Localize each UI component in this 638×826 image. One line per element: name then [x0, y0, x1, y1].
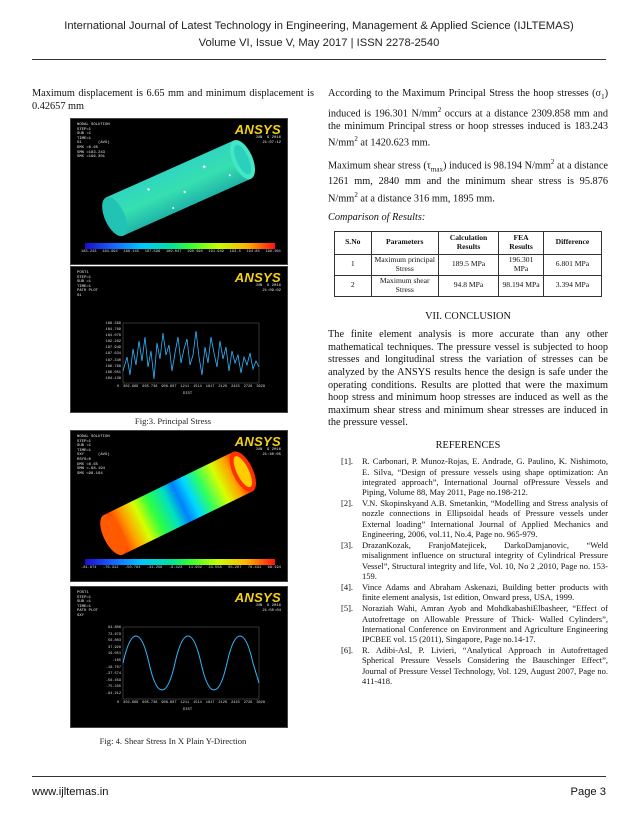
ansys-panel-principal-path [70, 266, 288, 413]
y-tick-label: 182.262 [105, 340, 121, 345]
table-cell: 1 [335, 254, 372, 275]
legend-label: 76.431 [247, 566, 262, 570]
text-run: occurs at a distance 2309.858 mm and the minimum Principal stress or hoop stresses induced is 183.243 N/mm [328, 108, 608, 149]
panel-header-text: NODAL SOLUTION STEP=1 SUB =1 TIME=1 SXY (AVG) RSYS=0 DMX =6.65 SMN =-98.194 SMX =98.194 [77, 435, 110, 476]
figure-4-caption: Fig: 4. Shear Stress In X Plain Y-Direction [99, 736, 247, 746]
legend-label: -9.423 [168, 566, 183, 570]
comparison-table [334, 231, 602, 297]
y-tick-label: 186.768 [105, 364, 121, 369]
page-number: Page 3 [570, 786, 606, 798]
table-cell: 6.801 MPa [543, 254, 601, 275]
reference-text: R. Adibi-Asl, P. Livieri, “Analytical Approach in Autofrettaged Spherical Pressure Vessels Considering the Bauschinger Effect”, Journal of Pressure Vessel Technology, Vol. 129, August 2007, Page no. 411-418. [362, 645, 608, 686]
x-tick-label: 1817 [205, 701, 215, 705]
y-tick-label: -18.707 [105, 665, 121, 670]
y-tick-labels [95, 321, 121, 382]
y-tick-label: 56.803 [108, 639, 121, 644]
panel-date: JUN 9 2016 21:40:05 [255, 448, 281, 457]
journal-title: International Journal of Latest Technology in Engineering, Management & Applied Science (IJLTEMAS) [64, 20, 574, 32]
text-run: at a distance 316 mm, 1895 mm. [357, 193, 495, 205]
y-tick-label: 187.949 [105, 346, 121, 351]
legend-label: 186.145 [123, 250, 139, 254]
legend-label: 187.596 [144, 250, 161, 254]
reference-text: DrazanKozak, FranjoMatejicek, DarkoDamjanovic, “Weld misalignment influence on structural integrity of Cylindrical Pressure Vessel”, Structural integrity and life, Vol. 10, No 2 ,2010, Page no. 153-159. [362, 540, 608, 581]
ansys-logo: ANSYS [234, 122, 281, 137]
reference-text: V.N. Skopinskyand A.B. Smetankin, “Modelling and Stress analysis of nozzle connections in Ellipsoidal heads of Pressure vessels under External loading” International Journal of Applied Mechanics and Engineering, 2006, vol.11, No.4, Page no. 965-979. [362, 498, 608, 539]
table-cell: Maximum shear Stress [371, 275, 438, 296]
shear-stress-paragraph [328, 156, 608, 206]
shear-contour-figure [71, 431, 287, 581]
y-tick-label: -75.335 [105, 685, 121, 690]
x-tick-label: 302.869 [123, 385, 139, 389]
legend-label: 183.243 [81, 250, 97, 254]
x-tick-label: 2120 [218, 701, 228, 705]
principal-stress-paragraph [328, 88, 608, 150]
x-tick-labels [117, 385, 265, 389]
legend-label: 184.694 [102, 250, 118, 254]
legend-label: 191.949 [208, 250, 224, 254]
y-tick-label: 184.076 [105, 334, 121, 339]
conclusion-heading: VII. CONCLUSION [425, 310, 511, 322]
x-tick-label: 3029 [256, 385, 265, 389]
reference-number: [6]. [341, 645, 354, 656]
ansys-panel-principal-contour [70, 118, 288, 265]
left-column [32, 88, 314, 113]
x-tick-label: 2423 [231, 701, 240, 705]
reference-item [328, 582, 608, 602]
y-tick-label: 188.369 [105, 322, 121, 326]
comparison-title: Comparison of Results: [328, 211, 426, 223]
y-tick-labels [95, 625, 121, 698]
text-run: According to the Maximum Principal Stress the hoop stresses (σ [328, 88, 602, 99]
table-row [335, 254, 602, 275]
legend-label: 98.194 [267, 566, 281, 570]
legend-label: 194.85 [246, 250, 260, 254]
text-run: ) induced is 196.301 N/mm [328, 88, 608, 120]
table-header-cell: Calculation Results [438, 231, 498, 254]
y-tick-label: 186.051 [105, 370, 121, 375]
y-tick-label: 187.340 [105, 358, 121, 363]
legend-label: -81.874 [81, 566, 97, 570]
reference-text: Vince Adams and Abraham Askenazi, Building better products with finite element analysis, 1st edition, Onward press, USA, 1999. [362, 581, 608, 603]
table-cell: 2 [335, 275, 372, 296]
right-column [328, 88, 608, 687]
superscript: 2 [550, 158, 555, 167]
subscript: 1 [601, 93, 605, 102]
reference-item [328, 456, 608, 497]
reference-text: Noraziah Wahi, Amran Ayob and MohdkabashiElbasheer, “Effect of Autofrettage on Allowable Pressure of Thick- Walled Cylinders”, International Conference on Environment and Agriculture Engineering IPCBEE vol. 15 (2011), Singapore, Page no.14-17. [362, 603, 608, 644]
legend-label: -76.312 [102, 566, 119, 570]
reference-item [328, 603, 608, 644]
y-tick-label: 187.634 [105, 352, 121, 357]
legend-label: 193.4 [229, 250, 241, 254]
panel-header-text: NODAL SOLUTION STEP=1 SUB =1 TIME=1 S1 (AVG) DMX =6.65 SMN =183.243 SMX =196.301 [77, 123, 110, 160]
legend-label: 196.301 [265, 250, 281, 254]
ansys-logo: ANSYS [234, 270, 281, 285]
legend-label: 33.558 [208, 566, 222, 570]
superscript: 2 [354, 190, 358, 199]
panel-header-text: POST1 STEP=1 SUB =1 TIME=1 PATH PLOT S1 [77, 271, 99, 298]
panel-header-text: POST1 STEP=1 SUB =1 TIME=1 PATH PLOT SXY [77, 591, 99, 618]
text-run: ) induced is 98.194 N/mm [442, 160, 551, 172]
y-tick-label: 19.051 [108, 652, 121, 657]
footer-rule [32, 776, 606, 777]
x-tick-label: 605.738 [142, 385, 158, 389]
x-tick-label: 1514 [193, 385, 202, 389]
ansys-panel-shear-path [70, 586, 288, 728]
journal-website-link[interactable]: www.ijltemas.in [32, 786, 109, 798]
y-tick-label: -94.212 [105, 691, 121, 696]
header-rule [32, 59, 606, 60]
table-cell: 98.194 MPa [499, 275, 544, 296]
legend-label: -50.764 [124, 566, 141, 570]
ansys-panel-shear-contour [70, 430, 288, 582]
table-cell: 189.5 MPa [438, 254, 498, 275]
table-cell: 94.8 MPa [438, 275, 498, 296]
reference-text: R. Carbonari, P. Munoz-Rojas, E. Andrade, G. Paulino, K. Nishimoto, E. Silva, “Design of pressure vessels using shape optimization: An integrated approach”, International Journal ofPressure Vessels and Piping, Volume 88, May 2011, Page no.198-212. [362, 456, 608, 498]
contour-legend [81, 250, 281, 254]
superscript: 2 [354, 135, 358, 144]
journal-header [0, 18, 638, 52]
x-tick-label: 908.607 [161, 701, 177, 705]
reference-number: [5]. [341, 603, 354, 614]
x-tick-label: 1514 [193, 701, 202, 705]
journal-issue: Volume VI, Issue V, May 2017 | ISSN 2278-2540 [198, 37, 440, 49]
y-tick-label: 37.926 [108, 645, 121, 650]
table-header-cell: Difference [543, 231, 601, 254]
table-cell: 3.394 MPa [543, 275, 601, 296]
x-tick-label: 1211 [180, 385, 190, 389]
x-tick-label: 2726 [243, 701, 253, 705]
x-tick-label: 2726 [243, 385, 253, 389]
reference-number: [4]. [341, 581, 354, 592]
table-cell: Maximum principal Stress [371, 254, 438, 275]
y-tick-label: -56.459 [105, 678, 121, 683]
legend-label: -31.256 [146, 566, 163, 570]
reference-item [328, 540, 608, 581]
x-tick-label: 302.869 [123, 701, 139, 705]
table-header-row [335, 231, 602, 254]
reference-item [328, 498, 608, 539]
x-tick-label: 1211 [180, 701, 190, 705]
y-tick-label: 184.789 [105, 328, 121, 333]
reference-item [328, 645, 608, 686]
reference-number: [2]. [341, 498, 354, 509]
legend-label: 189.047 [165, 250, 182, 254]
x-axis-label: DIST [183, 708, 193, 712]
reference-number: [1]. [341, 456, 354, 467]
subscript: max [430, 165, 443, 174]
figure-3-caption: Fig:3. Principal Stress [134, 416, 212, 426]
cylinder-contour-figure [71, 119, 287, 264]
x-tick-label: 2120 [218, 385, 228, 389]
superscript: 2 [437, 105, 442, 114]
text-run: at 1420.623 mm. [357, 137, 431, 149]
x-tick-label: 2423 [231, 385, 240, 389]
ansys-logo: ANSYS [234, 434, 281, 449]
table-cell: 196.301 MPa [499, 254, 544, 275]
legend-label: 11.902 [188, 566, 202, 570]
text-run: Maximum shear stress (τ [328, 160, 431, 172]
panel-date: JUN 9 2016 21:07:12 [255, 136, 281, 145]
contour-legend [81, 566, 281, 570]
legend-label: 55.267 [228, 566, 242, 570]
x-tick-label: 0 [117, 701, 120, 705]
y-tick-label: 94.806 [108, 626, 121, 630]
legend-label: 190.498 [187, 250, 203, 254]
y-tick-label: 184.138 [105, 376, 121, 381]
panel-date: JUN 9 2016 21:50:04 [255, 604, 281, 613]
panel-date: JUN 9 2016 21:09:02 [255, 284, 281, 293]
y-tick-label: 73.679 [108, 632, 121, 637]
x-tick-label: 605.738 [142, 701, 158, 705]
table-header-cell: FEA Results [499, 231, 544, 254]
displacement-text: Maximum displacement is 6.65 mm and minimum displacement is 0.42657 mm [32, 88, 314, 112]
table-header-cell: S.No [335, 231, 372, 254]
x-tick-label: 908.607 [161, 385, 177, 389]
y-tick-label: .165 [112, 658, 121, 663]
y-tick-label: -37.574 [105, 672, 121, 677]
x-tick-label: 0 [117, 385, 120, 389]
text-run: at a distance 1261 mm, 2840 mm and the minimum shear stress is 95.876 N/mm [328, 160, 608, 205]
x-tick-label: 1817 [205, 385, 215, 389]
references-heading: REFERENCES [435, 439, 501, 451]
table-row [335, 275, 602, 296]
table-header-cell: Parameters [371, 231, 438, 254]
x-tick-labels [117, 701, 265, 705]
conclusion-paragraph: The finite element analysis is more accurate than any other mathematical techniques. The pressure vessel is subjected to hoop stresses and longitudinal stress the variation of stresses can be analyzed by the ANSYS results hence the design is safe under the operating conditions. Results are plotted that were the maximum hoop stress and minimum hoop stresses are induced as well as the maximum shear stress and minimum shear stresses are induced in the pressure vessel. [328, 329, 608, 429]
reference-number: [3]. [341, 540, 354, 551]
x-tick-label: 3029 [256, 701, 265, 705]
ansys-logo: ANSYS [234, 590, 281, 605]
x-axis-label: DIST [183, 392, 193, 396]
